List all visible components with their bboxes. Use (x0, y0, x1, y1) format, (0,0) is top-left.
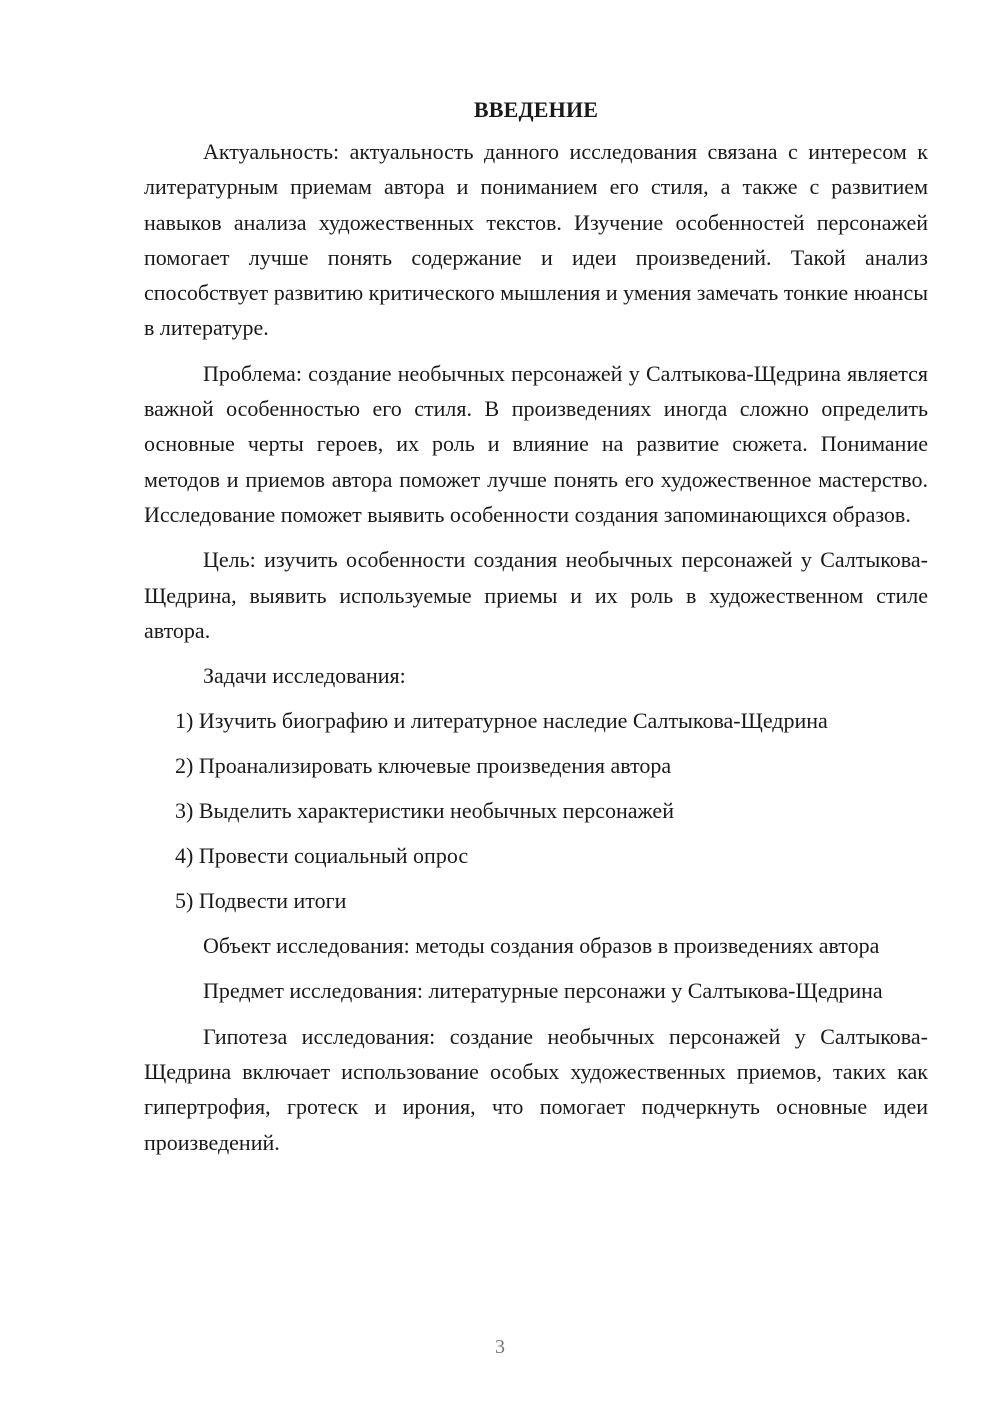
tasks-heading: Задачи исследования: (203, 663, 406, 689)
list-item: 2) Проанализировать ключевые произведения автора (175, 753, 672, 779)
tasks-list (144, 703, 928, 918)
relevance-paragraph: Актуальность: актуальность данного исследования связана с интересом к литературным приемам автора и пониманием его стиля, а также с развитием навыков анализа художественных текстов. Изучение особенностей персонажей помогает лучше понять содержание и идеи произведений. Такой анализ способствует развитию критического мышления и умения замечать тонкие нюансы в литературе. (144, 139, 928, 341)
page-title: ВВЕДЕНИЕ (473, 97, 599, 122)
list-item: 3) Выделить характеристики необычных персонажей (175, 798, 674, 824)
page-number: 3 (495, 1336, 505, 1358)
subject-paragraph: Предмет исследования: литературные персонажи у Салтыкова-Щедрина (203, 978, 883, 1004)
list-item: 1) Изучить биографию и литературное наследие Салтыкова-Щедрина (175, 708, 828, 734)
problem-paragraph: Проблема: создание необычных персонажей у Салтыкова-Щедрина является важной особенностью его стиля. В произведениях иногда сложно определить основные черты героев, их роль и влияние на развитие сюжета. Понимание методов и приемов автора поможет лучше понять его художественное мастерство. Исследование поможет выявить особенности создания запоминающихся образов. (144, 360, 928, 527)
goal-paragraph: Цель: изучить особенности создания необычных персонажей у Салтыкова-Щедрина, выявить используемые приемы и их роль в художественном стиле автора. (144, 547, 928, 643)
list-item: 5) Подвести итоги (175, 888, 347, 914)
list-item: 4) Провести социальный опрос (175, 843, 469, 869)
object-paragraph: Объект исследования: методы создания образов в произведениях автора (203, 933, 880, 959)
hypothesis-paragraph: Гипотеза исследования: создание необычных персонажей у Салтыкова-Щедрина включает использование особых художественных приемов, таких как гипертрофия, гротеск и ирония, что помогает подчеркнуть основные идеи произведений. (144, 1023, 928, 1155)
document-page (144, 92, 928, 1170)
